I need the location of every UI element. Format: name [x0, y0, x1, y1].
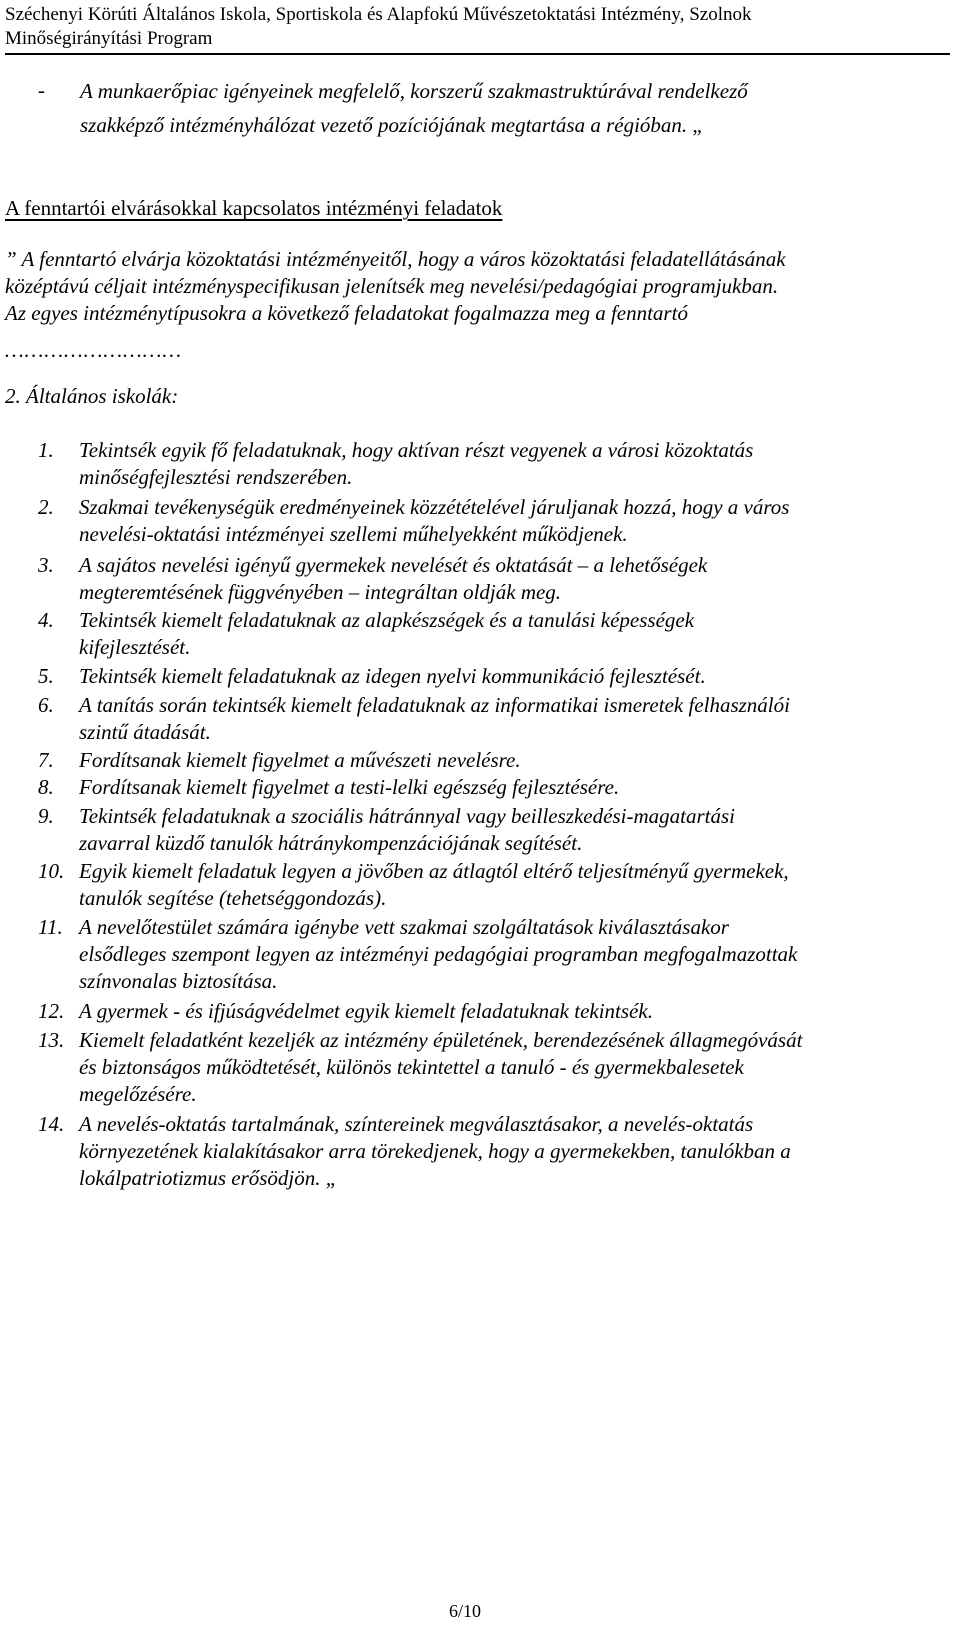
list-item-number: 4.: [38, 608, 54, 632]
fenntarto-paragraph: [5, 246, 950, 327]
list-item-line: lokálpatriotizmus erősödjön. „: [79, 1166, 338, 1190]
list-item-number: 13.: [38, 1028, 65, 1052]
list-item-line: minőségfejlesztési rendszerében.: [79, 465, 353, 489]
list-item-text: [79, 607, 949, 661]
list-item-line: Szakmai tevékenységük eredményeinek közzétételével járuljanak hozzá, hogy a város: [79, 495, 790, 519]
list-item-number: 11.: [38, 915, 63, 939]
list-item-line: Tekintsék kiemelt feladatuknak az alapkészségek és a tanulási képességek: [79, 608, 695, 632]
list-item-line: tanulók segítése (tehetséggondozás).: [79, 886, 387, 910]
list-item-text: [79, 663, 949, 690]
list-item-number: 5.: [38, 664, 54, 688]
list-item-text: [79, 998, 949, 1025]
list-item-line: A tanítás során tekintsék kiemelt feladatuknak az informatikai ismeretek felhasználói: [79, 693, 790, 717]
subheading-general-schools: 2. Általános iskolák:: [5, 384, 179, 408]
list-item-line: zavarral küzdő tanulók hátránykompenzációjának segítését.: [79, 831, 583, 855]
list-item-line: színvonalas biztosítása.: [79, 969, 278, 993]
list-item-line: Fordítsanak kiemelt figyelmet a testi-lelki egészség fejlesztésére.: [79, 775, 620, 799]
list-item-line: Tekintsék feladatuknak a szociális hátránnyal vagy beilleszkedési-magatartási: [79, 804, 735, 828]
list-item-text: [79, 858, 949, 912]
list-item-text: [79, 552, 949, 606]
list-item-line: megelőzésére.: [79, 1082, 197, 1106]
list-item-text: [79, 1027, 949, 1108]
list-item-line: és biztonságos működtetését, különös tekintettel a tanuló - és gyermekbalesetek: [79, 1055, 744, 1079]
list-item-text: [79, 803, 949, 857]
list-item-text: [79, 494, 949, 548]
header-document-title: Minőségirányítási Program: [5, 28, 213, 49]
header-divider: [5, 53, 950, 55]
list-item-text: [79, 914, 949, 995]
list-item-number: 14.: [38, 1112, 65, 1136]
list-item-number: 10.: [38, 859, 65, 883]
list-item-line: A sajátos nevelési igényű gyermekek nevelését és oktatását – a lehetőségek: [79, 553, 708, 577]
section-heading: A fenntartói elvárásokkal kapcsolatos intézményi feladatok: [5, 196, 503, 220]
list-item-line: környezetének kialakításakor arra törekedjenek, hogy a gyermekekben, tanulókban a: [79, 1139, 791, 1163]
list-item-number: 1.: [38, 438, 54, 462]
list-item-number: 2.: [38, 495, 54, 519]
list-item-line: Fordítsanak kiemelt figyelmet a művészeti nevelésre.: [79, 748, 521, 772]
paragraph-line: Az egyes intézménytípusokra a következő feladatokat fogalmazza meg a fenntartó: [5, 301, 688, 325]
intro-line: szakképző intézményhálózat vezető pozíciójának megtartása a régióban. „: [80, 113, 705, 137]
list-item-line: szintű átadását.: [79, 720, 211, 744]
list-item-line: Egyik kiemelt feladatuk legyen a jövőben az átlagtól eltérő teljesítményű gyermekek,: [79, 859, 789, 883]
list-item-line: A gyermek - és ifjúságvédelmet egyik kiemelt feladatuknak tekintsék.: [79, 999, 653, 1023]
list-item-line: nevelési-oktatási intézményei szellemi műhelyekként működjenek.: [79, 522, 628, 546]
list-item-line: elsődleges szempont legyen az intézményi pedagógiai programban megfogalmazottak: [79, 942, 798, 966]
intro-text: [80, 74, 940, 142]
list-item-line: A nevelőtestület számára igénybe vett szakmai szolgáltatások kiválasztásakor: [79, 915, 729, 939]
list-item-number: 7.: [38, 748, 54, 772]
list-item-text: [79, 774, 949, 801]
intro-bullet-dash: -: [38, 78, 45, 102]
list-item-number: 9.: [38, 804, 54, 828]
list-item-text: [79, 437, 949, 491]
list-item-number: 6.: [38, 693, 54, 717]
ellipsis-dots: ………………………: [5, 338, 183, 362]
list-item-line: Tekintsék kiemelt feladatuknak az idegen nyelvi kommunikáció fejlesztését.: [79, 664, 706, 688]
list-item-number: 8.: [38, 775, 54, 799]
page-header: [5, 3, 945, 51]
list-item-line: Kiemelt feladatként kezeljék az intézmény épületének, berendezésének állagmegóvását: [79, 1028, 803, 1052]
paragraph-line: ” A fenntartó elvárja közoktatási intézményeitől, hogy a város közoktatási feladatellátásának: [5, 247, 786, 271]
list-item-text: [79, 692, 949, 746]
list-item-line: megteremtésének függvényében – integráltan oldják meg.: [79, 580, 562, 604]
paragraph-line: középtávú céljait intézményspecifikusan jelenítsék meg nevelési/pedagógiai programjukban.: [5, 274, 779, 298]
header-institution-name: Széchenyi Körúti Általános Iskola, Sportiskola és Alapfokú Művészetoktatási Intézmény, Szolnok: [5, 4, 752, 25]
list-item-line: A nevelés-oktatás tartalmának, színtereinek megválasztásakor, a nevelés-oktatás: [79, 1112, 754, 1136]
intro-line: A munkaerőpiac igényeinek megfelelő, korszerű szakmastruktúrával rendelkező: [80, 79, 748, 103]
list-item-line: kifejlesztését.: [79, 635, 191, 659]
list-item-text: [79, 1111, 949, 1192]
list-item-line: Tekintsék egyik fő feladatuknak, hogy aktívan részt vegyenek a városi közoktatás: [79, 438, 754, 462]
list-item-text: [79, 747, 949, 774]
page-number: 6/10: [448, 1601, 481, 1621]
list-item-number: 12.: [38, 999, 65, 1023]
list-item-number: 3.: [38, 553, 54, 577]
